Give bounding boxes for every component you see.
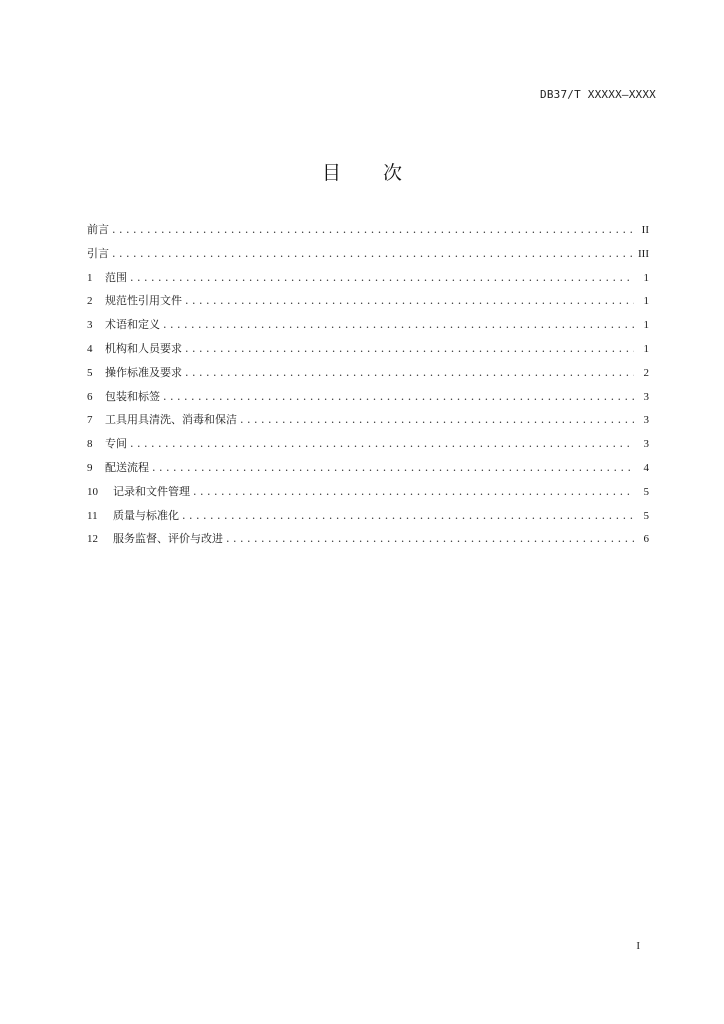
toc-entry-label: 机构和人员要求 [105, 341, 182, 355]
toc-entry-foreword[interactable] [87, 218, 649, 242]
toc-entry-label: 范围 [105, 270, 127, 284]
document-code: DB37/T XXXXX—XXXX [540, 88, 656, 101]
toc-entry-number: 3 [87, 319, 93, 332]
toc-entry-4[interactable] [87, 337, 649, 361]
toc-entry-label: 工具用具清洗、消毒和保洁 [105, 413, 237, 427]
toc-entry-label: 规范性引用文件 [105, 294, 182, 308]
toc-entry-label: 前言 [87, 223, 109, 236]
toc-entry-label: 包装和标签 [105, 389, 160, 403]
toc-entry-number: 6 [87, 390, 93, 403]
toc-dot-leader [193, 480, 634, 504]
page-number: I [636, 940, 640, 952]
toc-entry-number: 9 [87, 461, 93, 474]
toc-entry-5[interactable] [87, 361, 649, 385]
toc-dot-leader [185, 361, 634, 385]
toc-dot-leader [163, 385, 634, 409]
toc-dot-leader [185, 289, 634, 313]
toc-dot-leader [226, 527, 634, 551]
toc-entry-number: 5 [87, 366, 93, 379]
toc-entry-page: 3 [643, 414, 649, 427]
toc-entry-10[interactable] [87, 480, 649, 504]
toc-entry-label: 质量与标准化 [113, 508, 179, 522]
toc-entry-number: 12 [87, 533, 98, 546]
toc-entry-number: 4 [87, 342, 93, 355]
toc-entry-page: 3 [643, 390, 649, 403]
toc-entry-label: 术语和定义 [105, 318, 160, 332]
toc-entry-page: 1 [643, 271, 649, 284]
table-of-contents [87, 218, 649, 551]
toc-dot-leader [240, 408, 634, 432]
toc-entry-page: 4 [643, 461, 649, 474]
toc-entry-6[interactable] [87, 385, 649, 409]
toc-entry-page: 1 [643, 319, 649, 332]
toc-entry-page: 1 [643, 342, 649, 355]
toc-entry-3[interactable] [87, 313, 649, 337]
toc-dot-leader [152, 456, 634, 480]
toc-entry-8[interactable] [87, 432, 649, 456]
toc-entry-2[interactable] [87, 289, 649, 313]
toc-entry-page: 5 [643, 509, 649, 522]
toc-entry-page: 2 [643, 366, 649, 379]
toc-title: 目 次 [321, 162, 421, 184]
toc-entry-page: 6 [643, 533, 649, 546]
toc-entry-number: 2 [87, 295, 93, 308]
toc-dot-leader [112, 242, 633, 266]
toc-dot-leader [185, 337, 634, 361]
toc-entry-number: 10 [87, 485, 98, 498]
toc-entry-number: 8 [87, 438, 93, 451]
toc-entry-number: 7 [87, 414, 93, 427]
toc-entry-page: 1 [643, 295, 649, 308]
toc-entry-introduction[interactable] [87, 242, 649, 266]
toc-entry-number: 1 [87, 271, 93, 284]
toc-entry-12[interactable] [87, 527, 649, 551]
toc-dot-leader [163, 313, 634, 337]
toc-dot-leader [112, 218, 634, 242]
toc-entry-page: 5 [643, 485, 649, 498]
toc-entry-label: 服务监督、评价与改进 [113, 532, 223, 546]
toc-entry-label: 专间 [105, 437, 127, 451]
toc-entry-9[interactable] [87, 456, 649, 480]
toc-entry-page: II [641, 224, 649, 236]
toc-entry-label: 操作标准及要求 [105, 365, 182, 379]
toc-entry-label: 记录和文件管理 [113, 484, 190, 498]
toc-entry-page: 3 [643, 438, 649, 451]
toc-entry-label: 配送流程 [105, 460, 149, 474]
toc-dot-leader [130, 266, 634, 290]
toc-dot-leader [182, 504, 634, 528]
toc-dot-leader [130, 432, 634, 456]
toc-entry-label: 引言 [87, 246, 109, 260]
toc-entry-1[interactable] [87, 266, 649, 290]
toc-entry-number: 11 [87, 509, 98, 522]
toc-entry-11[interactable] [87, 504, 649, 528]
toc-entry-7[interactable] [87, 408, 649, 432]
toc-entry-page: III [638, 247, 649, 260]
